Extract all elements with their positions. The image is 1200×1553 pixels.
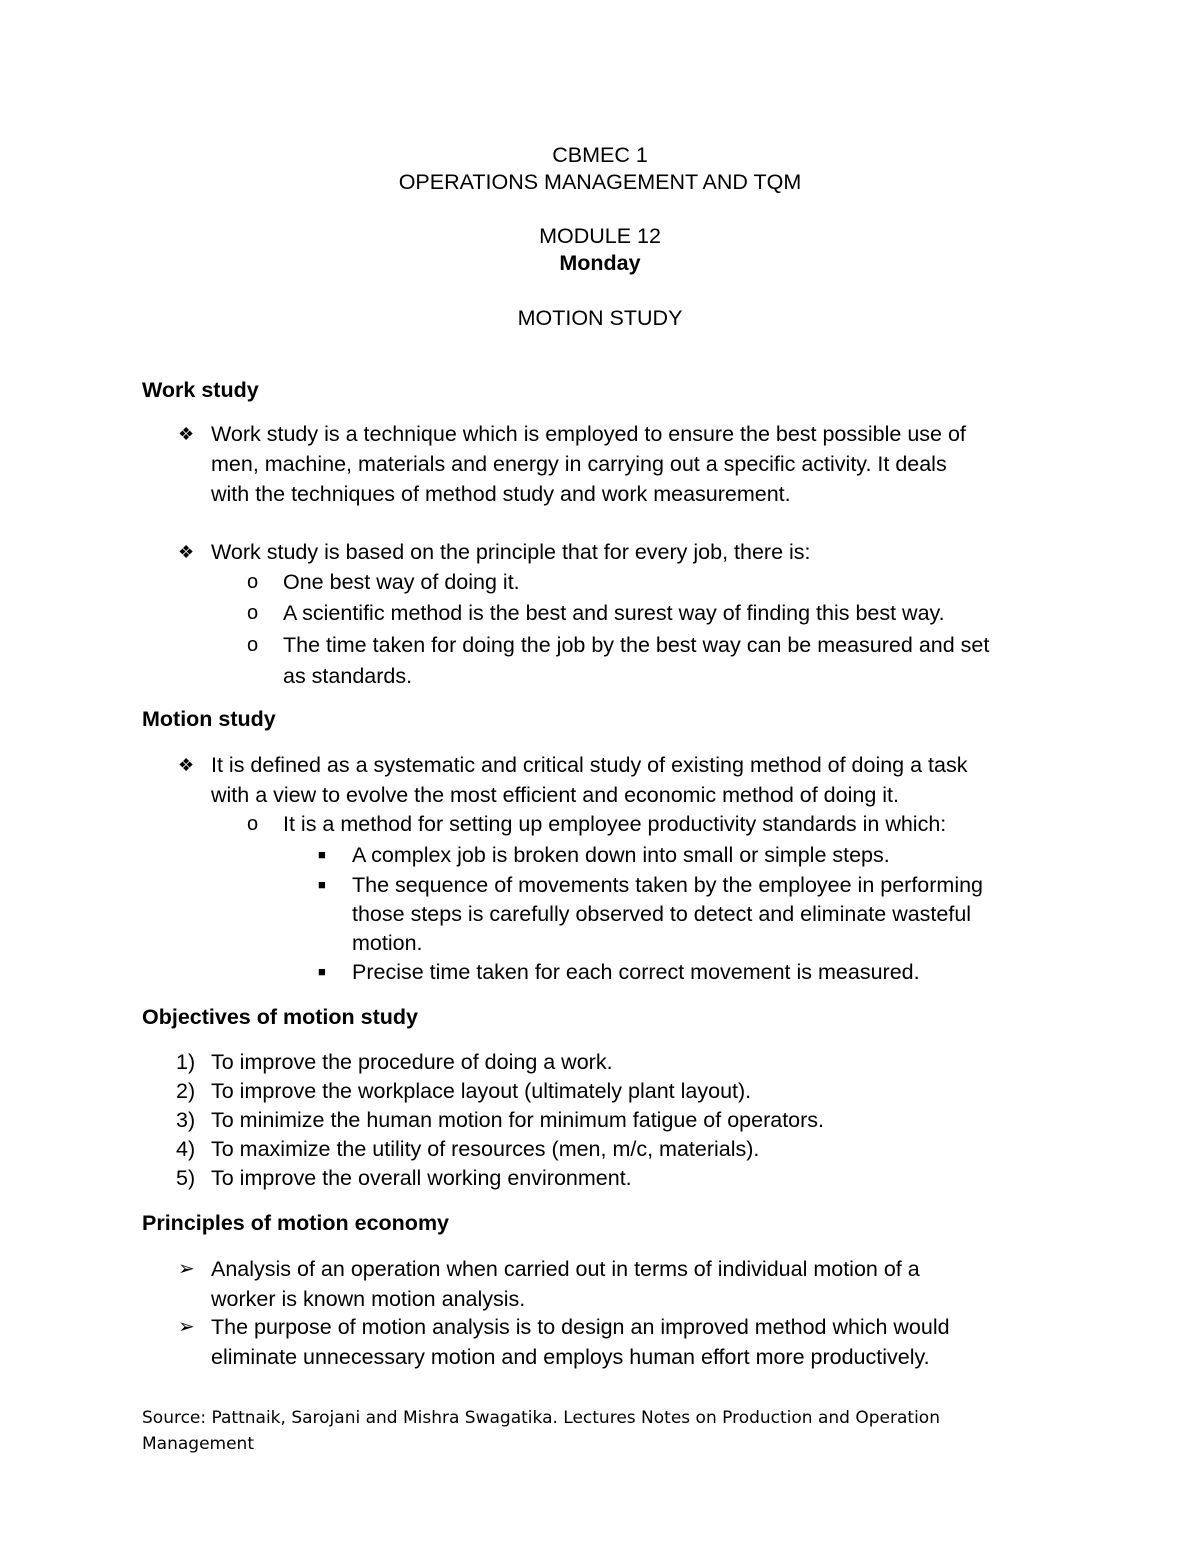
motion-study-bullet-1-line-2: with a view to evolve the most efficient and economic method of doing it. bbox=[211, 783, 899, 807]
module-day: Monday bbox=[559, 251, 641, 275]
list-number: 2) bbox=[176, 1079, 196, 1103]
motion-study-bullet-1-line-1: It is defined as a systematic and critical study of existing method of doing a task bbox=[211, 753, 968, 777]
four-diamond-bullet-icon: ❖ bbox=[178, 542, 195, 562]
work-study-bullet-1-line-1: Work study is a technique which is employed to ensure the best possible use of bbox=[211, 422, 966, 446]
list-number: 3) bbox=[176, 1108, 196, 1132]
objective-item: To improve the overall working environment. bbox=[211, 1166, 632, 1190]
work-study-sub-item-3-line-2: as standards. bbox=[283, 664, 413, 688]
motion-study-point-1: A complex job is broken down into small or simple steps. bbox=[352, 843, 890, 867]
section-heading-principles: Principles of motion economy bbox=[142, 1211, 450, 1235]
source-citation: Source: Pattnaik, Sarojani and Mishra Swagatika. Lectures Notes on Production and Operation Management bbox=[142, 1408, 940, 1454]
motion-study-point-2-line-1: The sequence of movements taken by the employee in performing bbox=[352, 873, 984, 897]
work-study-sub-item-2: A scientific method is the best and surest way of finding this best way. bbox=[283, 601, 945, 625]
motion-study-point-3: Precise time taken for each correct movement is measured. bbox=[352, 960, 920, 984]
list-number: 1) bbox=[176, 1050, 196, 1074]
principle-1-line-2: worker is known motion analysis. bbox=[211, 1287, 526, 1311]
section-heading-objectives: Objectives of motion study bbox=[142, 1005, 418, 1029]
motion-study-point-2-line-2: those steps is carefully observed to detect and eliminate wasteful bbox=[352, 902, 972, 926]
topic-block bbox=[0, 305, 1200, 332]
course-title: OPERATIONS MANAGEMENT AND TQM bbox=[398, 170, 802, 194]
square-bullet-icon: ■ bbox=[318, 964, 326, 979]
work-study-bullet-1-line-3: with the techniques of method study and work measurement. bbox=[211, 482, 791, 506]
section-heading-work-study: Work study bbox=[142, 378, 259, 402]
hollow-circle-bullet-icon: o bbox=[247, 634, 259, 656]
module-block bbox=[0, 223, 1200, 277]
motion-study-sub-item: It is a method for setting up employee productivity standards in which: bbox=[283, 812, 947, 836]
objective-item: To minimize the human motion for minimum fatigue of operators. bbox=[211, 1108, 825, 1132]
motion-study-point-2-line-3: motion. bbox=[352, 931, 423, 955]
square-bullet-icon: ■ bbox=[318, 847, 326, 862]
module-number: MODULE 12 bbox=[539, 224, 661, 248]
work-study-sub-item-1: One best way of doing it. bbox=[283, 570, 520, 594]
hollow-circle-bullet-icon: o bbox=[247, 602, 259, 624]
square-bullet-icon: ■ bbox=[318, 877, 326, 892]
work-study-bullet-2: Work study is based on the principle that for every job, there is: bbox=[211, 540, 811, 564]
objective-item: To improve the workplace layout (ultimately plant layout). bbox=[211, 1079, 752, 1103]
hollow-circle-bullet-icon: o bbox=[247, 571, 259, 593]
list-number: 5) bbox=[176, 1166, 196, 1190]
four-diamond-bullet-icon: ❖ bbox=[178, 424, 195, 444]
hollow-circle-bullet-icon: o bbox=[247, 813, 259, 835]
principle-2-line-1: The purpose of motion analysis is to design an improved method which would bbox=[211, 1315, 950, 1339]
objective-item: To improve the procedure of doing a work. bbox=[211, 1050, 613, 1074]
work-study-sub-item-3-line-1: The time taken for doing the job by the best way can be measured and set bbox=[283, 633, 990, 657]
arrowhead-bullet-icon: ➢ bbox=[178, 1316, 195, 1338]
work-study-bullet-1-line-2: men, machine, materials and energy in carrying out a specific activity. It deals bbox=[211, 452, 947, 476]
section-heading-motion-study: Motion study bbox=[142, 707, 276, 731]
arrowhead-bullet-icon: ➢ bbox=[178, 1258, 195, 1280]
objective-item: To maximize the utility of resources (men, m/c, materials). bbox=[211, 1137, 760, 1161]
document-header bbox=[0, 142, 1200, 196]
principle-2-line-2: eliminate unnecessary motion and employs human effort more productively. bbox=[211, 1345, 930, 1369]
topic-title: MOTION STUDY bbox=[517, 306, 683, 330]
principle-1-line-1: Analysis of an operation when carried out in terms of individual motion of a bbox=[211, 1257, 920, 1281]
list-number: 4) bbox=[176, 1137, 196, 1161]
four-diamond-bullet-icon: ❖ bbox=[178, 755, 195, 775]
course-code: CBMEC 1 bbox=[552, 143, 648, 167]
